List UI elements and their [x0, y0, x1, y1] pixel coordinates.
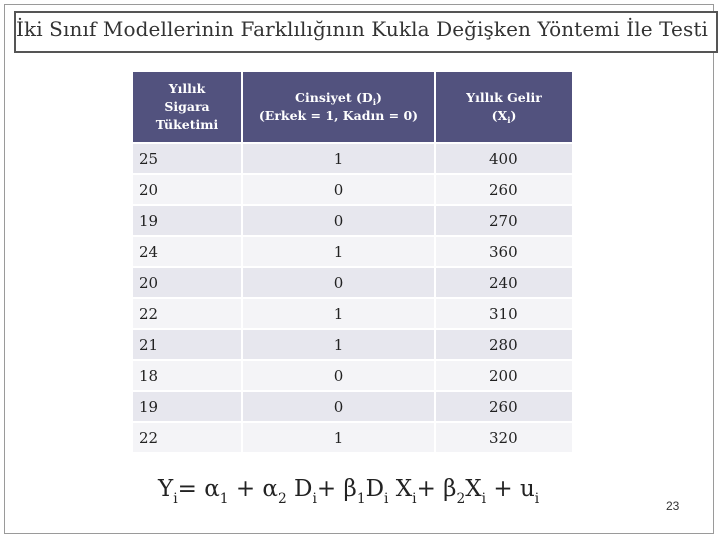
cell-gender: 1 — [242, 298, 435, 329]
cell-consumption: 25 — [133, 143, 242, 174]
table-row — [133, 360, 572, 391]
cell-income: 310 — [435, 298, 572, 329]
cell-consumption: 18 — [133, 360, 242, 391]
table-row — [133, 236, 572, 267]
cell-consumption: 20 — [133, 174, 242, 205]
cell-income: 200 — [435, 360, 572, 391]
cell-gender: 0 — [242, 174, 435, 205]
cell-gender: 0 — [242, 205, 435, 236]
table-row — [133, 267, 572, 298]
table-row — [133, 329, 572, 360]
cell-gender: 0 — [242, 267, 435, 298]
cell-consumption: 19 — [133, 391, 242, 422]
cell-income: 260 — [435, 391, 572, 422]
cell-gender: 1 — [242, 329, 435, 360]
cell-consumption: 20 — [133, 267, 242, 298]
cell-consumption: 21 — [133, 329, 242, 360]
cell-income: 240 — [435, 267, 572, 298]
header-cigarette-consumption: Yıllık Sigara Tüketimi — [133, 72, 242, 143]
header-row — [133, 72, 572, 143]
cell-consumption: 22 — [133, 422, 242, 452]
cell-income: 260 — [435, 174, 572, 205]
table-row — [133, 391, 572, 422]
table-row — [133, 298, 572, 329]
cell-gender: 1 — [242, 422, 435, 452]
cell-gender: 1 — [242, 143, 435, 174]
page-number: 23 — [666, 499, 680, 513]
cell-consumption: 24 — [133, 236, 242, 267]
header-annual-income: Yıllık Gelir $(X_i)$ — [435, 72, 572, 143]
table-row — [133, 422, 572, 452]
cell-income: 360 — [435, 236, 572, 267]
data-table — [133, 72, 572, 452]
cell-gender: 1 — [242, 236, 435, 267]
cell-income: 320 — [435, 422, 572, 452]
cell-income: 280 — [435, 329, 572, 360]
table-body — [133, 143, 572, 452]
cell-consumption: 19 — [133, 205, 242, 236]
table-row — [133, 143, 572, 174]
cell-income: 270 — [435, 205, 572, 236]
table-row — [133, 205, 572, 236]
header-gender: Cinsiyet $(D_i)$ (Erkek = 1, Kadın = 0) — [242, 72, 435, 143]
cell-income: 400 — [435, 143, 572, 174]
cell-consumption: 22 — [133, 298, 242, 329]
cell-gender: 0 — [242, 391, 435, 422]
table-row — [133, 174, 572, 205]
cell-gender: 0 — [242, 360, 435, 391]
regression-equation: $Y_i= \alpha_1 + \alpha_2$ $D_i+ \beta_1D_i$ $X_i+ \beta_2X_i + u_i$ — [158, 476, 540, 507]
slide-title: İki Sınıf Modellerinin Farklılığının Kukla Değişken Yöntemi İle Testi — [16, 17, 708, 41]
